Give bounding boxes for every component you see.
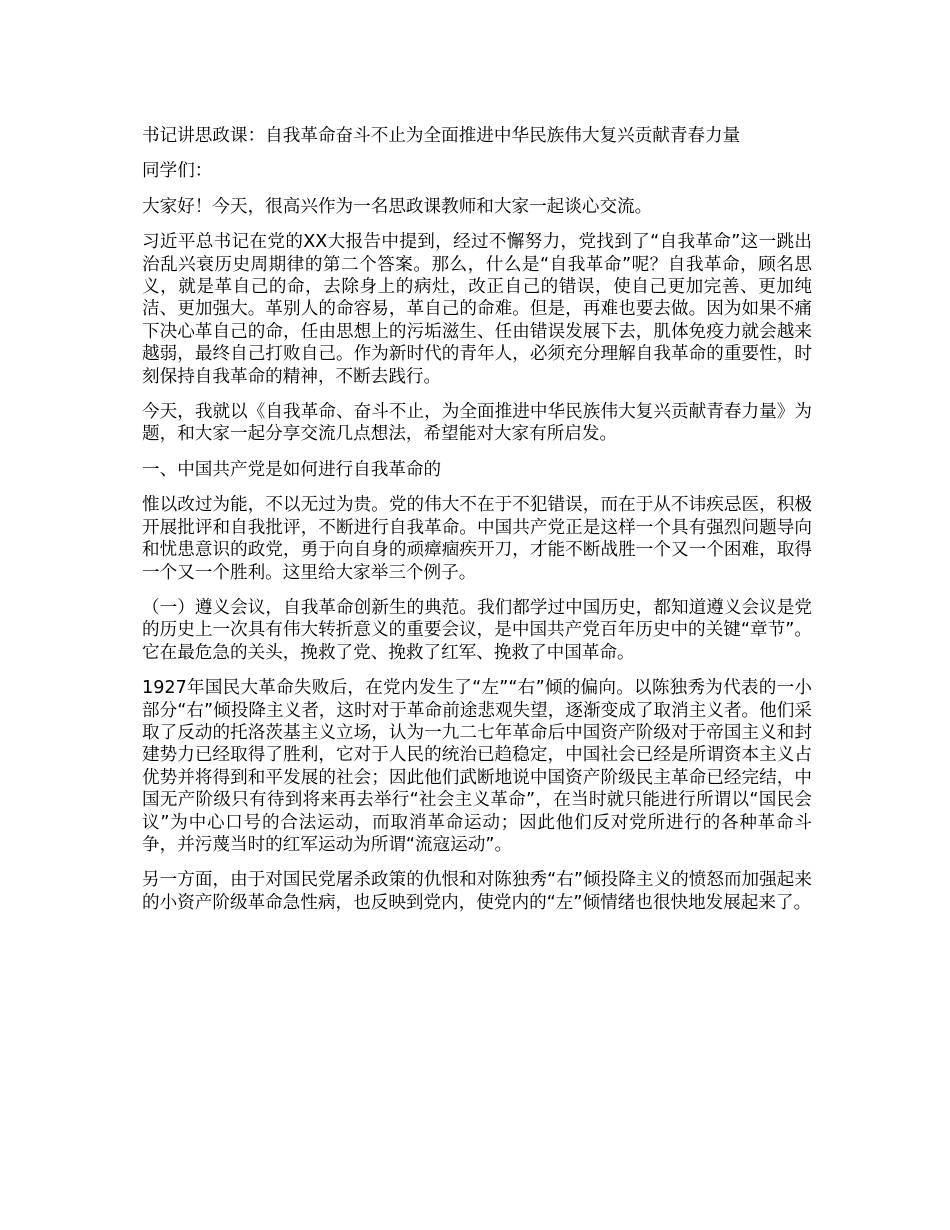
body-paragraph: （一）遵义会议，自我革命创新生的典范。我们都学过中国历史，都知道遵义会议是党的历史上一次具有伟大转折意义的重要会议，是中国共产党百年历史中的关键“章节”。它在最危急的关头，挽救了党、挽救了红军、挽救了中国革命。 <box>142 597 812 663</box>
greeting-paragraph: 大家好！今天，很高兴作为一名思政课教师和大家一起谈心交流。 <box>142 196 653 217</box>
body-paragraph: 另一方面，由于对国民党屠杀政策的仇恨和对陈独秀“右”倾投降主义的愤怒而加强起来的小资产阶级革命急性病，也反映到党内，使党内的“左”倾情绪也很快地发展起来了。 <box>142 870 812 913</box>
body-paragraph: 习近平总书记在党的XX大报告中提到，经过不懈努力，党找到了“自我革命”这一跳出治乱兴衰历史周期律的第二个答案。那么，什么是“自我革命”呢？自我革命，顾名思义，就是革自己的命，去除身上的病灶，改正自己的错误，使自己更加完善、更加纯洁、更加强大。革别人的命容易，革自己的命难。但是，再难也要去做。因为如果不痛下决心革自己的命，任由思想上的污垢滋生、任由错误发展下去，肌体免疫力就会越来越弱，最终自己打败自己。作为新时代的青年人，必须充分理解自我革命的重要性，时刻保持自我革命的精神，不断去践行。 <box>142 232 812 387</box>
body-paragraph: 今天，我就以《自我革命、奋斗不止，为全面推进中华民族伟大复兴贡献青春力量》为题，和大家一起分享交流几点想法，希望能对大家有所启发。 <box>142 402 812 445</box>
section-heading: 一、中国共产党是如何进行自我革命的 <box>142 459 442 480</box>
salutation: 同学们： <box>142 161 213 182</box>
body-paragraph: 1927年国民大革命失败后，在党内发生了“左”“右”倾的偏向。以陈独秀为代表的一小部分“右”倾投降主义者，这时对于革命前途悲观失望，逐渐变成了取消主义者。他们采取了反动的托洛茨基主义立场，认为一九二七年革命后中国资产阶级对于帝国主义和封建势力已经取得了胜利，它对于人民的统治已趋稳定，中国社会已经是所谓资本主义占优势并将得到和平发展的社会；因此他们武断地说中国资产阶级民主革命已经完结，中国无产阶级只有待到将来再去举行“社会主义革命”，在当时就只能进行所谓以“国民会议”为中心口号的合法运动，而取消革命运动；因此他们反对党所进行的各种革命斗争，并污蔑当时的红军运动为所谓“流寇运动”。 <box>142 678 812 855</box>
document-title: 书记讲思政课：自我革命奋斗不止为全面推进中华民族伟大复兴贡献青春力量 <box>142 126 741 146</box>
body-paragraph: 惟以改过为能，不以无过为贵。党的伟大不在于不犯错误，而在于从不讳疾忌医，积极开展批评和自我批评，不断进行自我革命。中国共产党正是这样一个具有强烈问题导向和忧患意识的政党，勇于向自身的顽瘴痼疾开刀，才能不断战胜一个又一个困难，取得一个又一个胜利。这里给大家举三个例子。 <box>142 495 812 583</box>
document-page <box>142 125 812 927</box>
